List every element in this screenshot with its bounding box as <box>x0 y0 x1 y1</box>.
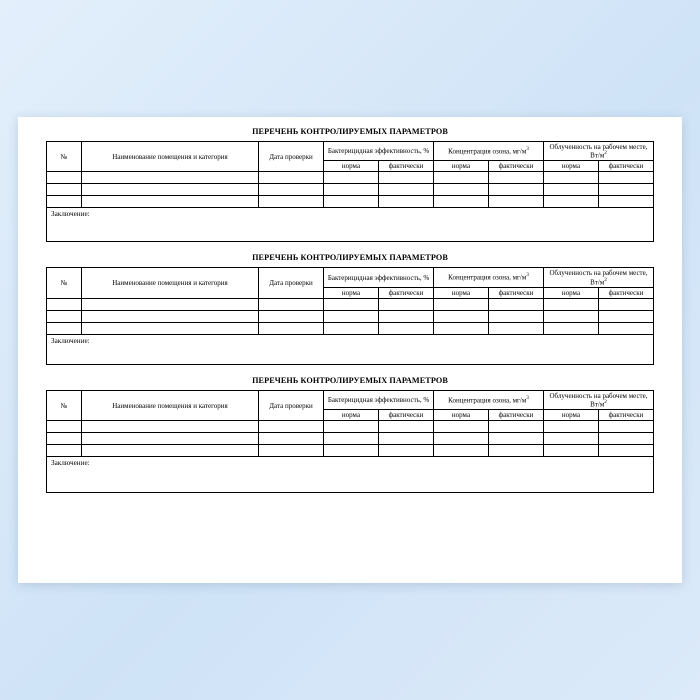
subheader-actual: фактически <box>599 287 654 298</box>
header-ozone-concentration <box>434 142 544 161</box>
cell-eff-norm[interactable] <box>324 310 379 322</box>
parameters-table <box>46 390 654 457</box>
cell-eff-actual[interactable] <box>379 184 434 196</box>
table-row[interactable] <box>47 310 654 322</box>
cell-number[interactable] <box>47 421 82 433</box>
cell-irr-norm[interactable] <box>544 445 599 457</box>
header-irradiance <box>544 390 654 409</box>
subheader-norm: норма <box>544 410 599 421</box>
cell-eff-norm[interactable] <box>324 184 379 196</box>
table-row[interactable] <box>47 196 654 208</box>
parameters-table <box>46 141 654 208</box>
table-header-row <box>47 268 654 287</box>
cell-ozone-norm[interactable] <box>434 196 489 208</box>
cell-irr-actual[interactable] <box>599 433 654 445</box>
cell-room-name[interactable] <box>82 172 259 184</box>
header-check-date: Дата проверки <box>259 142 324 172</box>
cell-ozone-actual[interactable] <box>489 184 544 196</box>
subheader-norm: норма <box>544 287 599 298</box>
cell-irr-norm[interactable] <box>544 322 599 334</box>
cell-ozone-norm[interactable] <box>434 298 489 310</box>
subheader-actual: фактически <box>599 161 654 172</box>
subheader-norm: норма <box>324 161 379 172</box>
cell-eff-norm[interactable] <box>324 433 379 445</box>
cell-date[interactable] <box>259 196 324 208</box>
cell-eff-norm[interactable] <box>324 172 379 184</box>
header-check-date: Дата проверки <box>259 268 324 298</box>
header-number: № <box>47 268 82 298</box>
cell-irr-actual[interactable] <box>599 298 654 310</box>
cell-room-name[interactable] <box>82 184 259 196</box>
parameters-block <box>46 127 654 242</box>
subheader-actual: фактически <box>379 161 434 172</box>
cell-irr-norm[interactable] <box>544 310 599 322</box>
cell-ozone-actual[interactable] <box>489 421 544 433</box>
header-irradiance-superscript: 2 <box>604 150 607 157</box>
table-row[interactable] <box>47 322 654 334</box>
subheader-actual: фактически <box>489 161 544 172</box>
cell-eff-norm[interactable] <box>324 445 379 457</box>
cell-number[interactable] <box>47 172 82 184</box>
header-ozone-concentration <box>434 268 544 287</box>
cell-eff-actual[interactable] <box>379 196 434 208</box>
header-bactericidal-efficiency: Бактерицидная эффективность, % <box>324 390 434 409</box>
cell-number[interactable] <box>47 433 82 445</box>
subheader-norm: норма <box>434 410 489 421</box>
cell-irr-actual[interactable] <box>599 322 654 334</box>
cell-number[interactable] <box>47 298 82 310</box>
header-ozone-label: Концентрация озона, мг/м <box>448 273 527 282</box>
cell-irr-actual[interactable] <box>599 310 654 322</box>
cell-date[interactable] <box>259 445 324 457</box>
header-irradiance <box>544 268 654 287</box>
subheader-norm: норма <box>544 161 599 172</box>
cell-date[interactable] <box>259 184 324 196</box>
cell-date[interactable] <box>259 310 324 322</box>
header-room-name: Наименование помещения и категория <box>82 390 259 420</box>
parameters-block <box>46 376 654 493</box>
header-irradiance-superscript: 2 <box>604 276 607 283</box>
header-ozone-superscript: 3 <box>526 272 529 279</box>
document-body <box>46 127 654 504</box>
header-irradiance-label: Облученность на рабочем месте, Вт/м <box>549 391 648 409</box>
header-number: № <box>47 142 82 172</box>
cell-irr-actual[interactable] <box>599 184 654 196</box>
block-title: ПЕРЕЧЕНЬ КОНТРОЛИРУЕМЫХ ПАРАМЕТРОВ <box>252 375 448 385</box>
header-irradiance <box>544 142 654 161</box>
cell-room-name[interactable] <box>82 433 259 445</box>
cell-eff-norm[interactable] <box>324 421 379 433</box>
header-number: № <box>47 390 82 420</box>
header-irradiance-label: Облученность на рабочем месте, Вт/м <box>549 143 648 160</box>
cell-room-name[interactable] <box>82 445 259 457</box>
table-row[interactable] <box>47 298 654 310</box>
header-ozone-concentration <box>434 390 544 409</box>
cell-irr-norm[interactable] <box>544 433 599 445</box>
parameters-table <box>46 267 654 334</box>
cell-eff-norm[interactable] <box>324 298 379 310</box>
conclusion-field[interactable]: Заключение: <box>46 457 654 493</box>
cell-room-name[interactable] <box>82 322 259 334</box>
cell-room-name[interactable] <box>82 310 259 322</box>
cell-number[interactable] <box>47 310 82 322</box>
header-check-date: Дата проверки <box>259 390 324 420</box>
cell-ozone-actual[interactable] <box>489 433 544 445</box>
header-ozone-superscript: 3 <box>526 146 529 153</box>
block-title: ПЕРЕЧЕНЬ КОНТРОЛИРУЕМЫХ ПАРАМЕТРОВ <box>252 127 448 136</box>
cell-irr-norm[interactable] <box>544 196 599 208</box>
subheader-actual: фактически <box>599 410 654 421</box>
cell-eff-actual[interactable] <box>379 172 434 184</box>
subheader-norm: норма <box>324 410 379 421</box>
cell-number[interactable] <box>47 196 82 208</box>
cell-eff-actual[interactable] <box>379 433 434 445</box>
cell-irr-norm[interactable] <box>544 172 599 184</box>
table-header-row <box>47 142 654 161</box>
header-ozone-superscript: 3 <box>526 394 529 401</box>
cell-date[interactable] <box>259 421 324 433</box>
cell-ozone-norm[interactable] <box>434 445 489 457</box>
cell-ozone-actual[interactable] <box>489 196 544 208</box>
cell-eff-actual[interactable] <box>379 445 434 457</box>
cell-irr-actual[interactable] <box>599 196 654 208</box>
cell-room-name[interactable] <box>82 196 259 208</box>
table-row[interactable] <box>47 172 654 184</box>
header-irradiance-label: Облученность на рабочем месте, Вт/м <box>549 269 648 286</box>
cell-ozone-norm[interactable] <box>434 322 489 334</box>
cell-irr-norm[interactable] <box>544 421 599 433</box>
document-paper <box>18 117 682 583</box>
cell-room-name[interactable] <box>82 421 259 433</box>
header-bactericidal-efficiency: Бактерицидная эффективность, % <box>324 142 434 161</box>
conclusion-field[interactable]: Заключение: <box>46 208 654 242</box>
cell-ozone-actual[interactable] <box>489 445 544 457</box>
cell-irr-actual[interactable] <box>599 421 654 433</box>
subheader-actual: фактически <box>379 410 434 421</box>
table-header-row <box>47 390 654 409</box>
cell-ozone-actual[interactable] <box>489 310 544 322</box>
header-irradiance-superscript: 2 <box>604 398 607 405</box>
table-row[interactable] <box>47 445 654 457</box>
cell-number[interactable] <box>47 184 82 196</box>
cell-ozone-norm[interactable] <box>434 433 489 445</box>
subheader-actual: фактически <box>489 287 544 298</box>
cell-ozone-actual[interactable] <box>489 298 544 310</box>
cell-ozone-norm[interactable] <box>434 310 489 322</box>
table-row[interactable] <box>47 421 654 433</box>
header-bactericidal-efficiency: Бактерицидная эффективность, % <box>324 268 434 287</box>
header-ozone-label: Концентрация озона, мг/м <box>448 147 527 156</box>
cell-number[interactable] <box>47 322 82 334</box>
header-room-name: Наименование помещения и категория <box>82 268 259 298</box>
subheader-norm: норма <box>324 287 379 298</box>
cell-irr-actual[interactable] <box>599 445 654 457</box>
header-ozone-label: Концентрация озона, мг/м <box>448 396 527 405</box>
cell-ozone-norm[interactable] <box>434 184 489 196</box>
block-title: ПЕРЕЧЕНЬ КОНТРОЛИРУЕМЫХ ПАРАМЕТРОВ <box>252 253 448 263</box>
cell-date[interactable] <box>259 322 324 334</box>
cell-ozone-actual[interactable] <box>489 322 544 334</box>
cell-eff-actual[interactable] <box>379 310 434 322</box>
table-row[interactable] <box>47 433 654 445</box>
subheader-actual: фактически <box>379 287 434 298</box>
cell-eff-actual[interactable] <box>379 322 434 334</box>
subheader-actual: фактически <box>489 410 544 421</box>
parameters-block <box>46 253 654 364</box>
cell-date[interactable] <box>259 298 324 310</box>
cell-eff-actual[interactable] <box>379 298 434 310</box>
cell-irr-norm[interactable] <box>544 184 599 196</box>
cell-ozone-norm[interactable] <box>434 172 489 184</box>
cell-irr-actual[interactable] <box>599 172 654 184</box>
cell-room-name[interactable] <box>82 298 259 310</box>
cell-date[interactable] <box>259 433 324 445</box>
subheader-norm: норма <box>434 287 489 298</box>
subheader-norm: норма <box>434 161 489 172</box>
cell-number[interactable] <box>47 445 82 457</box>
cell-eff-actual[interactable] <box>379 421 434 433</box>
cell-irr-norm[interactable] <box>544 298 599 310</box>
cell-ozone-norm[interactable] <box>434 421 489 433</box>
cell-eff-norm[interactable] <box>324 322 379 334</box>
cell-ozone-actual[interactable] <box>489 172 544 184</box>
cell-date[interactable] <box>259 172 324 184</box>
header-room-name: Наименование помещения и категория <box>82 142 259 172</box>
table-row[interactable] <box>47 184 654 196</box>
conclusion-field[interactable]: Заключение: <box>46 335 654 365</box>
cell-eff-norm[interactable] <box>324 196 379 208</box>
